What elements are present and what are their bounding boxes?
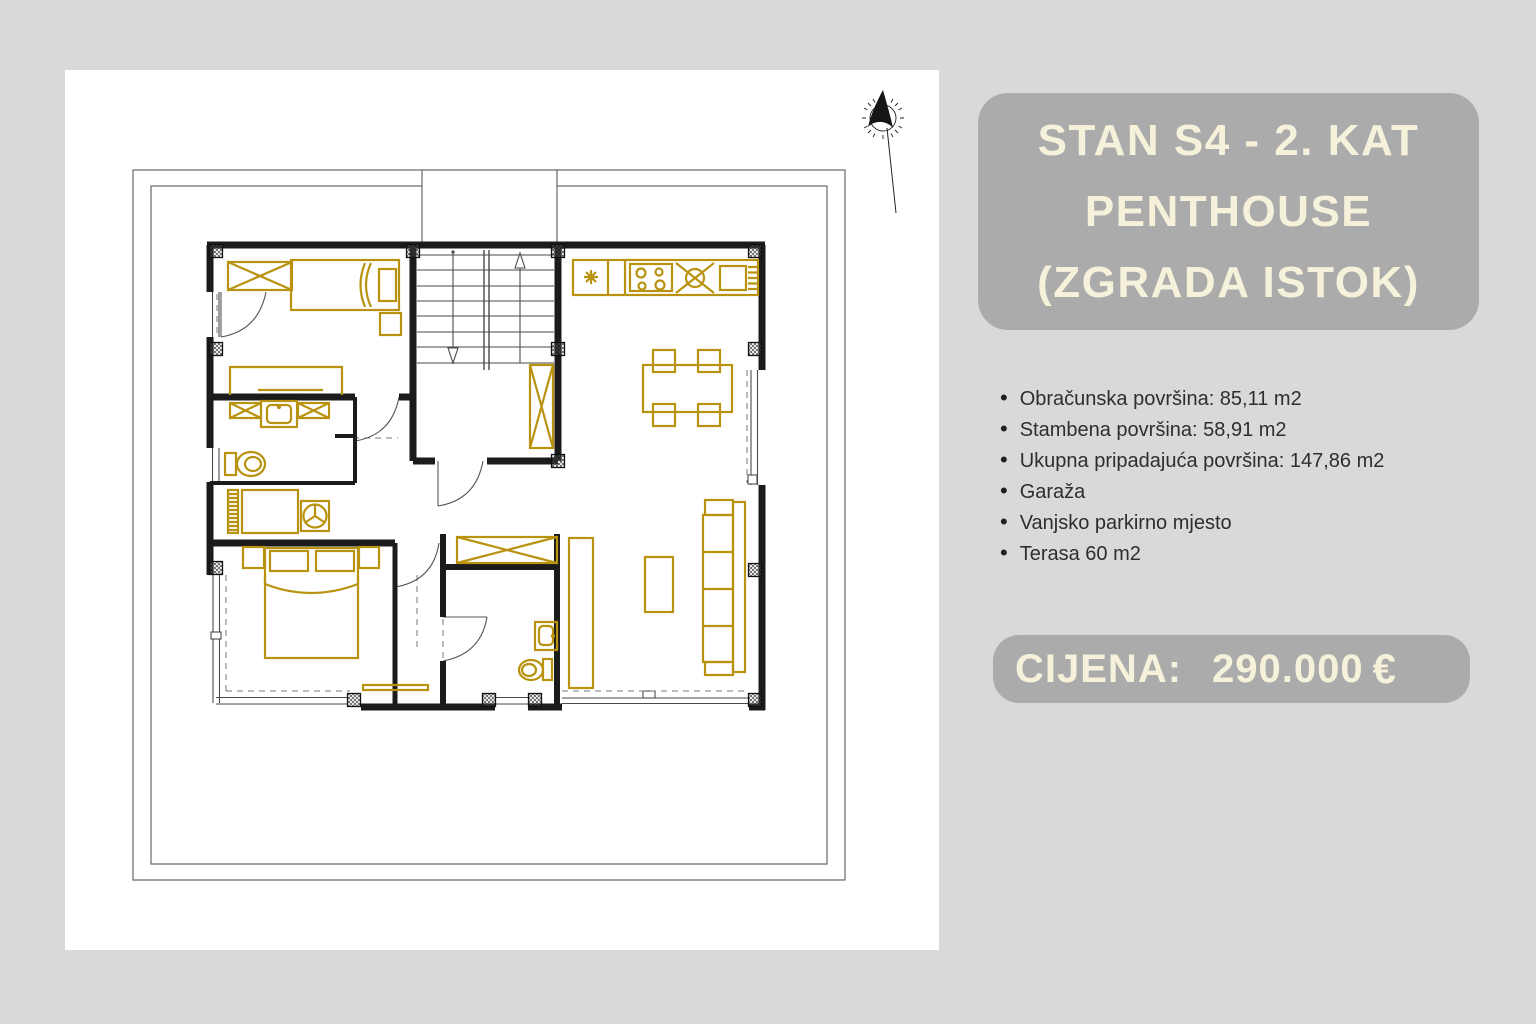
bullet-icon: • <box>1000 478 1008 503</box>
title-line-3: (ZGRADA ISTOK) <box>1037 258 1420 307</box>
price-amount: 290.000 <box>1212 646 1364 691</box>
sink-bathroom2 <box>535 622 557 650</box>
title-line-2: PENTHOUSE <box>1084 187 1373 236</box>
dining-set <box>643 350 732 426</box>
wardrobe-bedroom1 <box>228 262 292 290</box>
bullet-icon: • <box>1000 447 1008 472</box>
staircase <box>417 250 554 370</box>
double-bed <box>243 547 379 658</box>
bullet-icon: • <box>1000 416 1008 441</box>
details-list <box>1000 383 1480 569</box>
bullet-icon: • <box>1000 385 1008 410</box>
bullet-icon: • <box>1000 509 1008 534</box>
list-item: • Terasa 60 m2 <box>1000 538 1480 569</box>
floor-plan-svg <box>65 70 939 950</box>
stair-duct <box>530 365 553 448</box>
furniture <box>225 260 758 690</box>
price-card <box>993 635 1470 703</box>
wall-columns <box>210 245 762 707</box>
coffee-table <box>645 557 673 612</box>
kitchen-counter <box>573 260 758 295</box>
window-dashes <box>217 294 747 691</box>
toilet-bathroom1 <box>225 452 265 476</box>
title-card <box>978 93 1479 330</box>
list-item: • Stambena površina: 58,91 m2 <box>1000 414 1480 445</box>
list-item: • Vanjsko parkirno mjesto <box>1000 507 1480 538</box>
bullet-icon: • <box>1000 540 1008 565</box>
stair-shaft-top <box>422 170 557 243</box>
washing-machine <box>301 501 329 531</box>
walls <box>207 245 765 710</box>
bathroom1-vanity <box>230 401 329 427</box>
list-item: • Garaža <box>1000 476 1480 507</box>
built-in-wardrobe <box>457 537 557 563</box>
price-label: CIJENA: <box>1015 646 1183 691</box>
sofa <box>703 500 745 675</box>
euro-sign: € <box>1372 645 1397 692</box>
list-item: • Obračunska površina: 85,11 m2 <box>1000 383 1480 414</box>
laundry-counter <box>242 490 298 533</box>
list-item: • Ukupna pripadajuća površina: 147,86 m2 <box>1000 445 1480 476</box>
north-arrow-icon <box>862 90 904 213</box>
single-bed <box>291 260 401 335</box>
sideboard <box>569 538 593 688</box>
toilet-bathroom2 <box>519 659 552 680</box>
radiator <box>228 490 238 533</box>
title-line-1: STAN S4 - 2. KAT <box>1037 116 1420 165</box>
floor-plan-panel <box>65 70 939 950</box>
